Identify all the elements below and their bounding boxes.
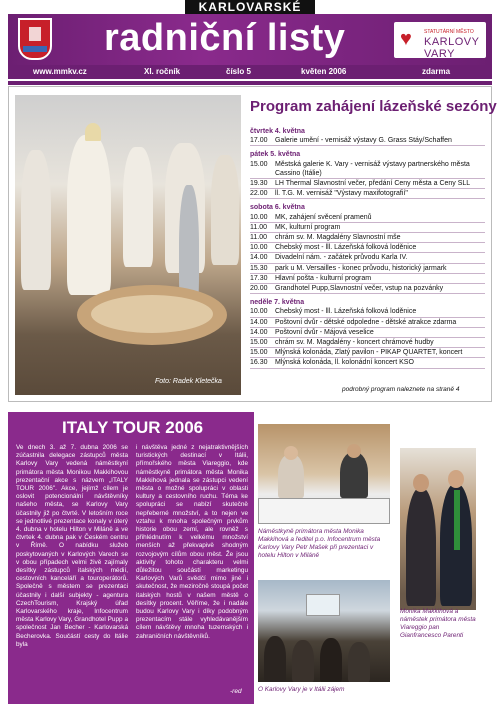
issue-label: číslo 5 — [226, 67, 251, 76]
italy-tour-section — [8, 412, 492, 704]
photo-column — [254, 412, 492, 704]
photo-credit: Foto: Radek Kletečka — [155, 378, 222, 385]
program-event: 17.30 Hlavní pošta - kulturní program — [250, 274, 485, 284]
program-event: 22.00 ll. T.G. M. vernisáž "Výstavy maxifotografií" — [250, 189, 485, 199]
program-event: 11.00 MK, kulturní program — [250, 223, 485, 233]
milan-presentation-photo — [258, 424, 390, 524]
program-event: 15.00 Městská galerie K. Vary - vernisáž výstavy partnerského města Cassino (Itálie) — [250, 160, 485, 179]
program-day: neděle 7. května — [250, 299, 305, 307]
info-bar — [8, 65, 492, 79]
article-title: ITALY TOUR 2006 — [62, 418, 204, 437]
program-event: 10.00 MK, zahájení svěcení pramenů — [250, 213, 485, 223]
program-event: 20.00 Grandhotel Pupp,Slavnostní večer, vstup na pozvánky — [250, 284, 485, 294]
program-day: čtvrtek 4. května — [250, 128, 305, 135]
newspaper-title: radniční listy — [104, 17, 346, 59]
article-column-1: Ve dnech 3. až 7. dubna 2006 se zúčastnila delegace zástupců města Karlovy Vary vedená náměstkyní primátora města Monikou Makkihovou prezentační akce s názvem „ITALY TOUR 2006". Akce, jejímž cílem je oslovit potencionální návštěvníky našeho města, se Karlovy Vary účastnily již po čtvrté. V letošním roce se jednotlivé prezentace konaly v úterý 4. dubna v hotelu Hilton v Miláně a ve čtvrtek 4. dubna pak v Českém centru v Římě. O nabídku služeb poskytovaných v Karlových Varech se v obou případech velmi živě zajímaly desítky zástupců italských médií, cestovních kanceláří a touroperátorů. Společně s městem se prezentaci účastnily i další subjekty - agentura CzechTourism, Krajský úřad Karlovarského kraje, Infocentrum města Karlovy Vary, Grandhotel Pupp a společnost Jan Becher - Karlovarská Becherovka. Součástí cesty do Itálie byla — [16, 444, 128, 648]
program-event: 15.00 Mlýnská kolonáda, Zlatý pavilon - PIKAP QUARTET, koncert — [250, 348, 485, 358]
program-event: 16.30 Mlýnská kolonáda, ll. kolonádní koncert KSO — [250, 358, 485, 368]
program-list — [250, 123, 485, 369]
city-logo — [394, 22, 486, 58]
viareggio-meeting-photo — [400, 448, 476, 610]
program-event: 10.00 Chebský most - lll. Lázeňská folková loděnice — [250, 243, 485, 253]
masthead-kicker: KARLOVARSKÉ — [185, 0, 315, 14]
program-event: 17.00 Galerie umění - vernisáž výstavy G. Grass Stáy/Schaffen — [250, 136, 485, 146]
article-column-2: i návštěva jedné z nejatraktivnějších turistických destinací v Itálii, přímořského města Viareggio, kde náměstkyně primátora města Monika Makkihová jednala se zástupci vedení města o možné spolupráci v oblasti kultury a cestovního ruchu. Téma ke spolupráci se nabízí skutečně nepřeberné množství, a to nejen ve vztahu k mnoha společným prvkům historie obou zemí, ale rovněž s přihlédnutím k velkému množství menších až překvapivě shodným rozvojovým cílům obou měst. Že jsou aktivity tohoto charakteru velmi důležitou součástí marketingu Karlových Varů svědčí mimo jiné i skutečnost, že meziročně stoupá počet italských hostů v našem městě o desítky procent. Věříme, že i nadále budou Karlovy Vary i díky podobným prezentacím stále vyhledávanějším cílem návštěvy mnoha tuzemských i zahraničních návštěvníků. — [136, 444, 248, 640]
spring-blessing-photo — [15, 95, 241, 395]
photo-caption: O Karlovy Vary je v Itálii zájem — [258, 686, 345, 693]
italy-article — [8, 412, 254, 704]
logo-small-text: STATUTÁRNÍ MĚSTO — [424, 29, 474, 35]
divider — [8, 81, 492, 85]
program-event: 11.00 chrám sv. M. Magdalény Slavnostní mše — [250, 233, 485, 243]
program-event: 19.30 LH Thermal Slavnostní večer, předání Ceny města a Ceny SLL — [250, 179, 485, 189]
program-event: 14.00 Divadelní nám. - začátek průvodu Karla IV. — [250, 253, 485, 263]
program-title: Program zahájení lázeňské sezóny — [250, 98, 497, 115]
program-event: 14.00 Poštovní dvůr - dětské odpoledne - dětské atrakce zdarma — [250, 318, 485, 328]
date-label: květen 2006 — [301, 67, 347, 76]
price-label: zdarma — [422, 67, 451, 76]
photo-caption: Náměstkyně primátora města Monika Makkihová a ředitel p.o. Infocentrum města Karlovy Vary Petr Mašek při prezentaci v hotelu Hilton v Miláně — [258, 528, 381, 559]
logo-big-text: KARLOVY VARY — [424, 36, 480, 60]
city-crest-icon — [18, 18, 52, 60]
volume-label: XI. ročník — [144, 67, 181, 76]
heart-logo-icon: ♥ — [400, 28, 412, 50]
program-event: 10.00 Chebský most - lll. Lázeňská folková loděnice — [250, 307, 485, 317]
program-event: 15.30 park u M. Versailles - konec průvodu, historický jarmark — [250, 264, 485, 274]
rome-audience-photo — [258, 580, 390, 682]
masthead — [8, 14, 492, 65]
program-day: sobota 6. května — [250, 204, 305, 212]
program-day: pátek 5. května — [250, 151, 301, 159]
article-signature: -red — [230, 688, 242, 695]
photo-caption: Monika Makkihová a náměstek primátora města Viareggio pan Gianfrancesco Parenti — [400, 608, 476, 639]
program-event: 15.00 chrám sv. M. Magdalény - koncert chrámové hudby — [250, 338, 485, 348]
website-link[interactable]: www.mmkv.cz — [33, 67, 87, 76]
program-event: 14.00 Poštovní dvůr - Májová veselice — [250, 328, 485, 338]
program-footnote: podrobný program naleznete na straně 4 — [342, 386, 460, 393]
